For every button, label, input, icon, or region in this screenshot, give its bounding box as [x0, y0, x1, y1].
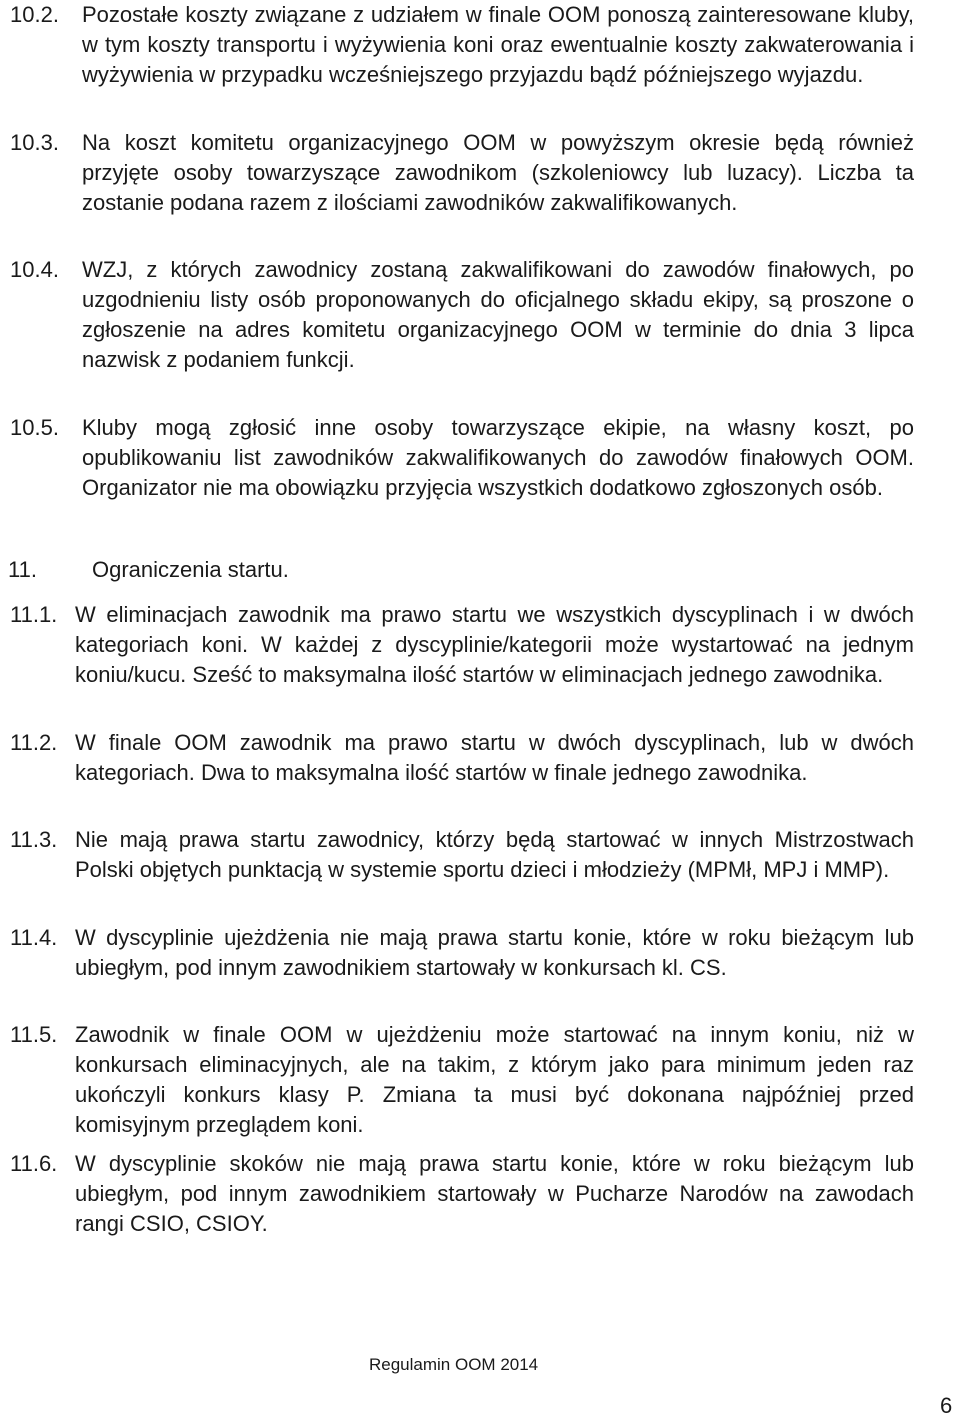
paragraph-number: 10.4.: [10, 257, 59, 282]
paragraph-number: 11.6.: [10, 1151, 58, 1176]
heading-title: Ograniczenia startu.: [92, 557, 289, 582]
paragraph-text: Na koszt komitetu organizacyjnego OOM w powyższym okresie będą również przyjęte osoby towarzyszące zawodnikom (szkoleniowcy lub luzacy). Liczba ta zostanie podana razem z ilościami zawodników zakwalifikowanych.: [82, 130, 914, 215]
paragraph-number: 10.5.: [10, 415, 59, 440]
paragraph-10-3: [10, 128, 914, 218]
page-number: 6: [940, 1393, 953, 1418]
paragraph-10-2: [10, 0, 914, 90]
paragraph-number: 11.2.: [10, 730, 58, 755]
paragraph-text: W finale OOM zawodnik ma prawo startu w dwóch dyscyplinach, lub w dwóch kategoriach. Dwa to maksymalna ilość startów w finale jednego zawodnika.: [75, 730, 914, 785]
section-heading: [8, 555, 289, 585]
paragraph-number: 11.4.: [10, 925, 58, 950]
paragraph-text: WZJ, z których zawodnicy zostaną zakwalifikowani do zawodów finałowych, po uzgodnieniu listy osób proponowanych do oficjalnego składu ekipy, są proszone o zgłoszenie na adres komitetu organizacyjnego OOM w terminie do dnia 3 lipca nazwisk z podaniem funkcji.: [82, 257, 914, 372]
paragraph-number: 10.3.: [10, 130, 59, 155]
paragraph-text: Pozostałe koszty związane z udziałem w finale OOM ponoszą zainteresowane kluby, w tym koszty transportu i wyżywienia koni oraz ewentualnie koszty zakwaterowania i wyżywienia w przypadku wcześniejszego przyjazdu bądź późniejszego wyjazdu.: [82, 2, 914, 87]
page-footer: Regulamin OOM 2014: [369, 1355, 539, 1374]
paragraph-11-6: [10, 1149, 914, 1239]
paragraph-10-5: [10, 413, 914, 503]
paragraph-11-5: [10, 1020, 914, 1140]
paragraph-text: Kluby mogą zgłosić inne osoby towarzyszące ekipie, na własny koszt, po opublikowaniu list zawodników zakwalifikowanych do zawodów finałowych OOM. Organizator nie ma obowiązku przyjęcia wszystkich dodatkowo zgłoszonych osób.: [82, 415, 914, 500]
paragraph-number: 11.3.: [10, 827, 58, 852]
paragraph-number: 11.1.: [10, 602, 58, 627]
paragraph-number: 10.2.: [10, 2, 59, 27]
paragraph-text: W eliminacjach zawodnik ma prawo startu we wszystkich dyscyplinach i w dwóch kategoriach koni. W każdej z dyscyplinie/kategorii może wystartować na jednym koniu/kucu. Sześć to maksymalna ilość startów w eliminacjach jednego zawodnika.: [75, 602, 914, 687]
paragraph-11-4: [10, 923, 914, 983]
paragraph-text: W dyscyplinie skoków nie mają prawa startu konie, które w roku bieżącym lub ubiegłym, pod innym zawodnikiem startowały w Pucharze Narodów na zawodach rangi CSIO, CSIOY.: [75, 1151, 914, 1236]
paragraph-11-2: [10, 728, 914, 788]
paragraph-11-1: [10, 600, 914, 690]
paragraph-text: Nie mają prawa startu zawodnicy, którzy będą startować w innych Mistrzostwach Polski objętych punktacją w systemie sportu dzieci i młodzieży (MPMł, MPJ i MMP).: [75, 827, 914, 882]
paragraph-text: Zawodnik w finale OOM w ujeżdżeniu może startować na innym koniu, niż w konkursach eliminacyjnych, ale na takim, z którym jako para minimum jeden raz ukończyli konkurs klasy P. Zmiana ta musi być dokonana najpóźniej przed komisyjnym przeglądem koni.: [75, 1022, 914, 1137]
paragraph-10-4: [10, 255, 914, 375]
paragraph-text: W dyscyplinie ujeżdżenia nie mają prawa startu konie, które w roku bieżącym lub ubiegłym, pod innym zawodnikiem startowały w konkursach kl. CS.: [75, 925, 914, 980]
paragraph-number: 11.5.: [10, 1022, 58, 1047]
heading-number: 11.: [8, 557, 37, 582]
paragraph-11-3: [10, 825, 914, 885]
